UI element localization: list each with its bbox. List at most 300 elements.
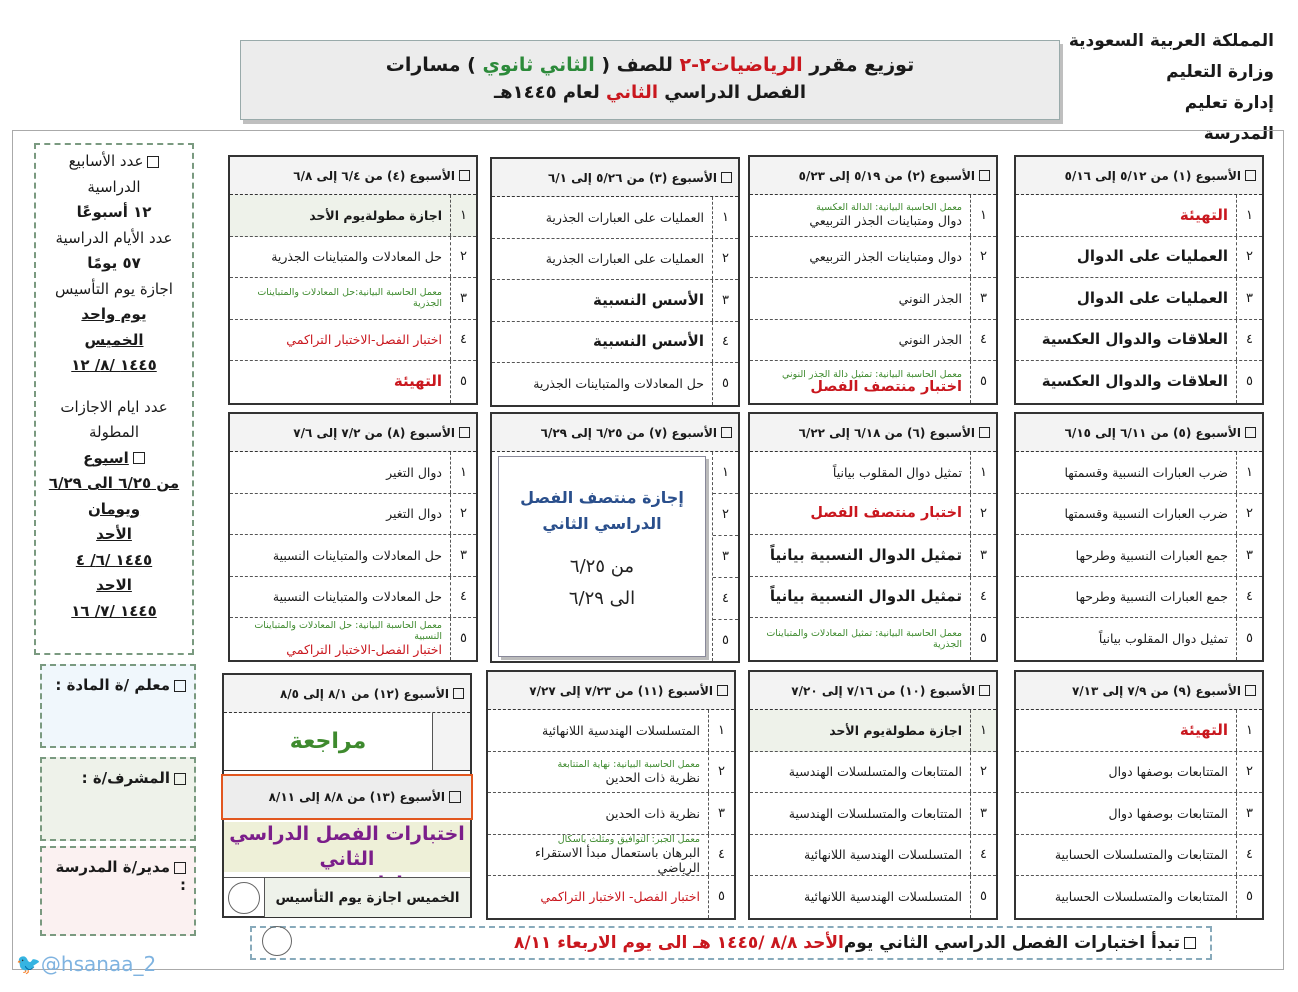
lesson-title: المتسلسلات الهندسية اللانهائية [804, 889, 962, 905]
lab-note: معمل الحاسبة البيانية: تمثيل دالة الجذر النوني [782, 368, 962, 380]
holiday-week-label: اسبوع [36, 446, 192, 472]
row-number: ١ [970, 452, 996, 493]
week-title: الأسبوع (٥) من ٦/١١ إلى ٦/١٥ [1064, 425, 1241, 440]
row-number: ٥ [1236, 876, 1262, 918]
row-number: ٣ [1236, 793, 1262, 834]
lesson-title: تمثيل الدوال النسبية بيانياً [769, 587, 962, 606]
lesson-cell [750, 195, 970, 236]
lesson-cell [1016, 793, 1236, 834]
lesson-cell [230, 452, 450, 493]
calendar-icon [133, 452, 145, 464]
row-number: ١ [970, 710, 996, 751]
lesson-cell [1016, 752, 1236, 793]
supervisor-box[interactable] [40, 757, 196, 841]
lesson-cell [1016, 361, 1236, 403]
lesson-row [1016, 577, 1262, 619]
checkbox-icon [1245, 685, 1256, 696]
holiday-date-1: ١٤٤٥ /٦/ ٤ [75, 550, 153, 569]
row-number: ٤ [713, 578, 738, 620]
row-number: ٥ [970, 618, 996, 660]
lesson-title: الجذر النوني [898, 332, 962, 348]
row-number: ١ [970, 195, 996, 236]
week-title: الأسبوع (٨) من ٧/٢ إلى ٧/٦ [293, 425, 455, 440]
lesson-title: العمليات على الدوال [1076, 247, 1228, 266]
week-head [1016, 157, 1262, 195]
exam-start-dates: الأحد ٨/٨ /١٤٤٥ هـ الى يوم الاربعاء ٨/١١ [513, 933, 844, 953]
row-number: ١ [450, 452, 476, 493]
row-number: ٤ [970, 320, 996, 361]
lesson-row [750, 835, 996, 877]
lesson-title: دوال التغير [386, 506, 442, 522]
row-number: ٢ [708, 752, 734, 793]
lesson-title: ضرب العبارات النسبية وقسمتها [1064, 506, 1228, 522]
lesson-title: اختبار منتصف الفصل [810, 378, 962, 395]
row-number: ٣ [970, 535, 996, 576]
lesson-row [750, 361, 996, 403]
calendar-icon [147, 156, 159, 168]
lab-note: معمل الجبر: التوافيق ومثلث باسكال [557, 834, 700, 846]
lesson-title: اجازة مطولةيوم الأحد [829, 722, 962, 738]
week-card [748, 412, 998, 662]
row-number: ٣ [970, 278, 996, 319]
lesson-row [750, 320, 996, 362]
lesson-cell [1016, 278, 1236, 319]
lesson-cell [1016, 320, 1236, 361]
exam-start-prefix: تبدأ اختبارات الفصل الدراسي الثاني يوم [843, 933, 1180, 953]
holiday-title: إجازة منتصف الفصل [520, 488, 684, 507]
lesson-title: الجذر النوني [898, 290, 962, 306]
lesson-title: اختبار منتصف الفصل [810, 505, 962, 522]
lesson-cell [1016, 195, 1236, 236]
row-number: ٤ [708, 835, 734, 876]
title-line-2 [241, 79, 1059, 107]
supervisor-label: المشرف/ة : [81, 769, 170, 787]
week-card [748, 670, 998, 920]
subject-name: الرياضيات٢-٢ [679, 54, 803, 76]
week-title: الأسبوع (٢) من ٥/١٩ إلى ٥/٢٣ [798, 168, 975, 183]
checkbox-icon [174, 680, 186, 692]
row-number: ٥ [722, 633, 729, 648]
row-number: ٢ [1236, 752, 1262, 793]
lesson-row [1016, 835, 1262, 877]
lesson-cell [230, 494, 450, 535]
lesson-cell [230, 320, 450, 361]
lesson-title: حل المعادلات والمتباينات الجذرية [533, 376, 704, 392]
lesson-title: اختبار الفصل-الاختبار التراكمي [286, 642, 442, 658]
week-title: الأسبوع (١١) من ٧/٢٣ إلى ٧/٢٧ [529, 683, 713, 698]
lesson-row [750, 195, 996, 237]
title-line-1 [241, 51, 1059, 79]
foundation-day-weekday: الخميس [84, 330, 144, 349]
checkbox-icon [979, 170, 990, 181]
lesson-row [750, 452, 996, 494]
week-head [230, 157, 476, 195]
week-head [750, 414, 996, 452]
week-title: الأسبوع (١٠) من ٧/١٦ إلى ٧/٢٠ [791, 683, 975, 698]
lesson-row [492, 280, 738, 322]
days-count-label: عدد الأيام الدراسية [55, 228, 173, 247]
lesson-cell [750, 452, 970, 493]
lesson-row [1016, 618, 1262, 660]
lesson-cell [1016, 835, 1236, 876]
row-number: ٢ [712, 239, 738, 280]
lesson-row [488, 876, 734, 918]
lesson-row [488, 710, 734, 752]
lesson-cell [492, 197, 712, 238]
lesson-title: دوال ومتباينات الجذر التربيعي [809, 213, 962, 229]
checkbox-icon [1184, 937, 1196, 949]
lesson-cell [750, 535, 970, 576]
week-title: الأسبوع (٣) من ٥/٢٦ إلى ٦/١ [547, 170, 717, 185]
row-number: ٥ [970, 361, 996, 403]
foundation-day-date: ١٤٤٥ /٨/ ١٢ [71, 356, 157, 374]
week-7-head [492, 414, 738, 452]
lesson-title: جمع العبارات النسبية وطرحها [1075, 547, 1228, 563]
week-head [1016, 672, 1262, 710]
checkbox-icon [721, 427, 732, 438]
foundation-day-label: اجازة يوم التأسيس [55, 279, 173, 298]
week-card [1014, 155, 1264, 405]
lesson-cell [492, 363, 712, 405]
checkbox-icon [449, 791, 461, 803]
term-name: الثاني [605, 82, 658, 103]
lesson-row [492, 197, 738, 239]
blank-cell [432, 713, 470, 770]
lesson-title: دوال التغير [386, 464, 442, 480]
lesson-title: نظرية ذات الحدين [605, 769, 700, 785]
lesson-title: المتتابعات والمتسلسلات الحسابية [1054, 889, 1228, 905]
row-number: ٥ [708, 876, 734, 918]
foundation-day-duration: يوم واحد [81, 305, 147, 323]
row-number: ٢ [450, 237, 476, 278]
lesson-cell [750, 752, 970, 793]
lesson-row [750, 876, 996, 918]
row-number: ٥ [712, 363, 738, 405]
checkbox-icon [174, 773, 186, 785]
week-card [748, 155, 998, 405]
lesson-row [230, 618, 476, 660]
holiday-to: الى ٦/٢٩ [568, 588, 636, 609]
lesson-cell [750, 876, 970, 918]
lesson-cell [230, 278, 450, 319]
lesson-cell [750, 793, 970, 834]
title-part: توزيع مقرر [802, 54, 915, 76]
exam-title: اختبارات الفصل الدراسي الثاني [224, 822, 470, 872]
teacher-box[interactable] [40, 664, 196, 748]
lesson-row [230, 237, 476, 279]
lesson-row [1016, 876, 1262, 918]
lesson-row [750, 237, 996, 279]
lesson-title: اجازة مطولةيوم الأحد [309, 207, 442, 223]
week-head [750, 672, 996, 710]
lesson-row [1016, 278, 1262, 320]
midterm-holiday-box [498, 456, 706, 657]
title-part: لعام ١٤٤٥هـ [493, 82, 606, 103]
checkbox-icon [979, 427, 990, 438]
lesson-row [750, 494, 996, 536]
row-number: ٢ [1236, 494, 1262, 535]
row-number: ٤ [450, 577, 476, 618]
week-7-card [490, 412, 740, 663]
lesson-row [488, 752, 734, 794]
lesson-title: تمثيل الدوال النسبية بيانياً [769, 545, 962, 564]
holiday-term: الدراسي الثاني [542, 514, 662, 533]
row-number: ٣ [970, 793, 996, 834]
week-12-title: الأسبوع (١٢) من ٨/١ إلى ٨/٥ [279, 686, 449, 701]
lesson-row [750, 752, 996, 794]
teacher-label: معلم /ة المادة : [55, 676, 170, 694]
week-13-head [221, 774, 473, 820]
week-head [492, 159, 738, 197]
lesson-title: نظرية ذات الحدين [605, 805, 700, 821]
lesson-row [1016, 320, 1262, 362]
checkbox-icon [453, 688, 464, 699]
row-number: ٢ [450, 494, 476, 535]
lab-note: معمل الحاسبة البيانية: الدالة العكسية [816, 202, 962, 214]
row-number: ٥ [1236, 618, 1262, 660]
row-number: ٢ [970, 494, 996, 535]
title-part: الفصل الدراسي [658, 82, 806, 103]
education-office: إدارة تعليم [1184, 93, 1274, 113]
lesson-title: الأسس النسبية [593, 332, 704, 351]
weeks-count-label: عدد الأسابيع [36, 149, 192, 175]
checkbox-icon [174, 862, 186, 874]
lesson-row [230, 195, 476, 237]
title-box [240, 40, 1060, 120]
lesson-row [492, 363, 738, 405]
lesson-cell [488, 835, 708, 876]
lesson-row [488, 793, 734, 835]
summary-sidebar [34, 143, 194, 655]
lesson-title: دوال ومتباينات الجذر التربيعي [809, 249, 962, 265]
country-name: المملكة العربية السعودية [1068, 31, 1274, 51]
row-number: ٥ [1236, 361, 1262, 403]
lesson-title: العمليات على العبارات الجذرية [545, 209, 704, 225]
principal-label: مدير/ة المدرسة : [55, 858, 186, 894]
lesson-cell [1016, 876, 1236, 918]
row-number: ٤ [970, 577, 996, 618]
principal-box[interactable] [40, 846, 196, 936]
row-number: ٤ [1236, 320, 1262, 361]
week-head [1016, 414, 1262, 452]
row-number: ٣ [712, 280, 738, 321]
week-card [1014, 670, 1264, 920]
weeks-count-value: ١٢ أسبوعًا [76, 203, 152, 221]
lesson-title: تمثيل دوال المقلوب بيانياً [832, 464, 962, 480]
foundation-day-row [224, 877, 470, 917]
row-number: ١ [450, 195, 476, 236]
lesson-row [750, 618, 996, 660]
lesson-cell [492, 322, 712, 363]
lesson-row [750, 710, 996, 752]
lesson-row [230, 320, 476, 362]
checkbox-icon [459, 170, 470, 181]
week-head [488, 672, 734, 710]
lesson-title: المتتابعات والمتسلسلات الحسابية [1054, 847, 1228, 863]
lesson-cell [230, 577, 450, 618]
lesson-title: تمثيل دوال المقلوب بيانياً [1098, 631, 1228, 647]
lesson-cell [488, 793, 708, 834]
checkbox-icon [459, 427, 470, 438]
lesson-cell [750, 361, 970, 403]
lesson-title: التهيئة [1179, 205, 1228, 224]
week-title: الأسبوع (٦) من ٦/١٨ إلى ٦/٢٢ [798, 425, 975, 440]
lesson-cell [750, 320, 970, 361]
lesson-title: ضرب العبارات النسبية وقسمتها [1064, 464, 1228, 480]
lesson-title: المتتابعات بوصفها دوال [1108, 805, 1228, 821]
lesson-row [492, 322, 738, 364]
lesson-row [750, 577, 996, 619]
lesson-row [230, 361, 476, 403]
lesson-cell [1016, 452, 1236, 493]
exam-banner [224, 822, 470, 876]
lesson-cell [1016, 710, 1236, 751]
lesson-title: البرهان باستعمال مبدأ الاستقراء الرياضي [534, 845, 700, 875]
lesson-cell [230, 237, 450, 278]
lab-note: معمل الحاسبة البيانية: تمثيل المعادلات والمتباينات الجذرية [766, 627, 962, 650]
lesson-row [230, 494, 476, 536]
week-card [228, 155, 478, 405]
lesson-title: المتتابعات والمتسلسلات الهندسية [788, 805, 962, 821]
lesson-cell [492, 280, 712, 321]
holiday-date-2: ١٤٤٥ /٧/ ١٦ [71, 601, 157, 620]
row-number: ١ [708, 710, 734, 751]
lesson-row [230, 577, 476, 619]
holiday-week-range: من ٦/٢٥ الى ٦/٢٩ [48, 474, 180, 492]
lesson-row [1016, 494, 1262, 536]
row-number: ٣ [450, 278, 476, 319]
seal-icon [224, 882, 264, 914]
days-count-value: ٥٧ يومًا [87, 254, 141, 272]
grade-name: الثاني ثانوي [482, 54, 595, 76]
row-number: ٥ [450, 361, 476, 403]
week-head [230, 414, 476, 452]
lesson-cell [1016, 237, 1236, 278]
checkbox-icon [721, 172, 732, 183]
lesson-cell [1016, 577, 1236, 618]
week-title: الأسبوع (٩) من ٧/٩ إلى ٧/١٣ [1071, 683, 1241, 698]
row-number: ٢ [713, 494, 738, 536]
row-number: ١ [1236, 452, 1262, 493]
lesson-cell [488, 710, 708, 751]
lesson-title: حل المعادلات والمتباينات الجذرية [271, 249, 442, 265]
row-number: ٤ [1236, 835, 1262, 876]
week-title: الأسبوع (١) من ٥/١٢ إلى ٥/١٦ [1064, 168, 1241, 183]
lesson-row [1016, 752, 1262, 794]
lesson-title: المتتابعات بوصفها دوال [1108, 764, 1228, 780]
long-holidays-label: عدد ايام الاجازات [60, 397, 168, 416]
lesson-row [230, 278, 476, 320]
holiday-day-1: الأحد [96, 525, 132, 543]
week-7-numbers [712, 452, 738, 661]
lesson-row [1016, 361, 1262, 403]
twitter-handle: 🐦@hsanaa_2 [16, 952, 157, 976]
lab-note: معمل الحاسبة البيانية:حل المعادلات والمتباينات الجذرية [257, 287, 442, 310]
row-number: ٣ [713, 536, 738, 578]
holiday-day-2: الاحد [96, 576, 132, 594]
row-number: ١ [712, 197, 738, 238]
lesson-title: المتتابعات والمتسلسلات الهندسية [788, 764, 962, 780]
week-13-title: الأسبوع (١٣) من ٨/٨ إلى ٨/١١ [268, 790, 445, 804]
lesson-title: التهيئة [1179, 720, 1228, 739]
school-label: المدرسة [1203, 124, 1274, 144]
lesson-title: جمع العبارات النسبية وطرحها [1075, 589, 1228, 605]
title-part: للصف ( [594, 54, 680, 76]
lesson-row [750, 793, 996, 835]
lesson-title: العلاقات والدوال العكسية [1041, 330, 1228, 349]
lesson-cell [230, 618, 450, 660]
row-number: ٤ [970, 835, 996, 876]
lesson-title: اختبار الفصل-الاختبار التراكمي [286, 332, 442, 348]
lesson-cell [230, 361, 450, 403]
lesson-cell [750, 494, 970, 535]
lesson-cell [750, 835, 970, 876]
long-holidays-label-2: المطولة [88, 423, 140, 441]
row-number: ٥ [970, 876, 996, 918]
lesson-title: العمليات على العبارات الجذرية [545, 251, 704, 267]
lesson-row [1016, 535, 1262, 577]
bird-icon: 🐦 [16, 952, 41, 976]
lesson-row [488, 835, 734, 877]
row-number: ٤ [1236, 577, 1262, 618]
holiday-from: من ٦/٢٥ [569, 556, 635, 577]
lesson-cell [1016, 494, 1236, 535]
lesson-cell [230, 195, 450, 236]
lesson-title: المتسلسلات الهندسية اللانهائية [542, 722, 700, 738]
seal-icon [262, 926, 292, 961]
lesson-row [1016, 195, 1262, 237]
lesson-cell [488, 876, 708, 918]
lesson-cell [230, 535, 450, 576]
week-head [750, 157, 996, 195]
row-number: ١ [1236, 710, 1262, 751]
lesson-title: العمليات على الدوال [1076, 288, 1228, 307]
lesson-title: التهيئة [393, 372, 442, 391]
exam-start-note [250, 926, 1212, 960]
weeks-count-label-2: الدراسية [87, 177, 141, 196]
review-label: مراجعة [289, 729, 367, 754]
checkbox-icon [979, 685, 990, 696]
row-number: ٣ [1236, 535, 1262, 576]
lesson-title: حل المعادلات والمتباينات النسبية [272, 547, 442, 563]
lesson-row [750, 278, 996, 320]
lesson-cell [750, 618, 970, 660]
row-number: ٢ [970, 752, 996, 793]
week-title: الأسبوع (٤) من ٦/٤ إلى ٦/٨ [293, 168, 455, 183]
lesson-cell [750, 577, 970, 618]
lesson-cell [750, 237, 970, 278]
lesson-row [1016, 710, 1262, 752]
week-card [486, 670, 736, 920]
row-number: ٢ [1236, 237, 1262, 278]
row-number: ٣ [708, 793, 734, 834]
lab-note: معمل الحاسبة البيانية: نهاية المتتابعة [557, 758, 700, 770]
week-card [490, 157, 740, 407]
lesson-row [230, 452, 476, 494]
lesson-row [750, 535, 996, 577]
row-number: ٣ [1236, 278, 1262, 319]
lesson-title: حل المعادلات والمتباينات النسبية [272, 589, 442, 605]
checkbox-icon [717, 685, 728, 696]
ministry-name: وزارة التعليم [1166, 62, 1274, 82]
lesson-cell [1016, 535, 1236, 576]
row-number: ٣ [450, 535, 476, 576]
lesson-row [230, 535, 476, 577]
lesson-cell [1016, 618, 1236, 660]
lesson-cell [750, 278, 970, 319]
week-7-title: الأسبوع (٧) من ٦/٢٥ إلى ٦/٢٩ [540, 425, 717, 440]
lesson-cell [492, 239, 712, 280]
